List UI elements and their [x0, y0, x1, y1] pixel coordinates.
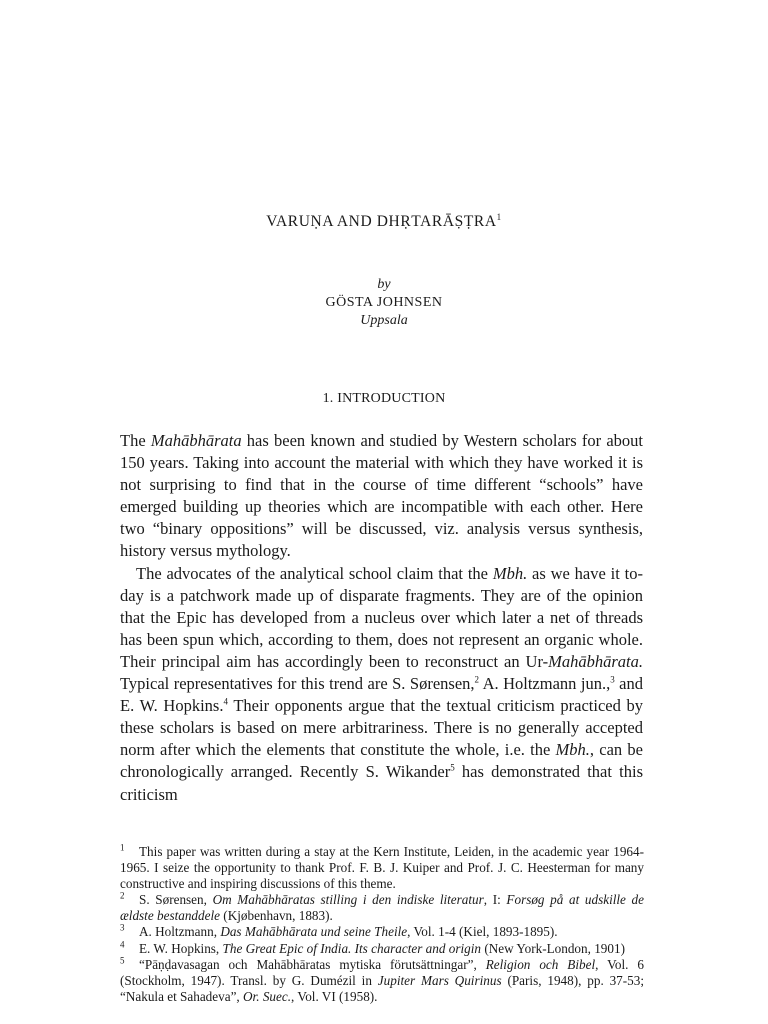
- footnote-italic: Om Mahābhāratas stilling i den indiske literatur: [212, 892, 484, 908]
- text-run: The advocates of the analytical school claim that the: [136, 563, 493, 583]
- italic-term: Mbh.: [492, 563, 528, 583]
- footnote-1: [120, 844, 644, 892]
- footnote-italic: The Great Epic of India. Its character and origin: [222, 940, 482, 956]
- footnote-5: [120, 957, 644, 1005]
- footnote-italic: Forsøg på at udskille de ældste bestanddele: [120, 892, 644, 924]
- footnote-number: 1: [120, 842, 125, 853]
- text-run: The: [120, 431, 151, 450]
- text-run: Typical representatives for this trend are S. Sørensen,: [120, 674, 475, 694]
- paragraph-2: [120, 563, 643, 806]
- text-run: A. Holtzmann jun.,: [479, 674, 611, 694]
- footnotes: [120, 844, 644, 1005]
- footnote-text: (New York-London, 1901): [481, 940, 625, 956]
- italic-term: Mbh.: [555, 740, 590, 760]
- footnote-text: This paper was written during a stay at the Kern Institute, Leiden, in the academic year 1964-1965. I seize the opportunity to thank Prof. F. B. J. Kuiper and Prof. J. C. Heesterman for many constructive and inspiring discussions of this theme.: [120, 844, 644, 892]
- text-run: and E. W. Hopkins.: [120, 674, 643, 716]
- footnote-number: 2: [120, 890, 125, 901]
- footnote-text: S. Sørensen,: [139, 892, 213, 908]
- text-run: Their opponents argue that the textual criticism practiced by these scholars is based on mere arbitrariness. There is no generally accepted norm after which the elements that constitute the whole, i.e. the: [120, 696, 643, 760]
- footnote-4: [120, 941, 644, 957]
- text-run: as we have it to-day is a patchwork made up of disparate fragments. They are of the opinion that the Epic has developed from a nucleus over which later a net of threads has been spun which, according to them, does not represent an organic whole. Their principal aim has accordingly been to reconstruct an Ur-: [120, 563, 643, 671]
- footnote-italic: Or. Suec.: [243, 988, 292, 1004]
- footnote-marker-2[interactable]: 2: [474, 674, 480, 685]
- footnote-italic: Religion och Bibel: [485, 956, 596, 972]
- footnote-text: , Vol. 1-4 (Kiel, 1893-1895).: [407, 924, 558, 940]
- byline-label: by: [377, 277, 391, 292]
- footnote-marker-5[interactable]: 5: [450, 762, 455, 773]
- body-text: [120, 430, 643, 806]
- paragraph-1: [120, 430, 643, 563]
- text-run: , can be chronologically arranged. Recently S. Wikander: [120, 740, 643, 782]
- italic-term: Mahābhārata: [150, 431, 242, 450]
- section-heading: 1. INTRODUCTION: [322, 391, 446, 406]
- footnote-number: 3: [120, 923, 125, 934]
- footnote-marker-4[interactable]: 4: [223, 696, 228, 707]
- footnote-text: , Vol. 6 (Stockholm, 1947). Transl. by G. Dumézil in: [120, 956, 644, 988]
- footnote-text: (Paris, 1948), pp. 37-53; “Nakula et Sahadeva”,: [120, 972, 645, 1004]
- text-run: has been known and studied by Western scholars for about 150 years. Taking into account the material with which they have worked it is not surprising to find that in the course of time different “schools” have emerged building up theories which are incompatible with each other. Here two “binary oppositions” will be discussed, viz. analysis versus synthesis, history versus mythology.: [120, 431, 643, 561]
- footnote-text: (Kjøbenhavn, 1883).: [220, 908, 333, 924]
- footnote-italic: Das Mahābhārata und seine Theile: [220, 924, 408, 940]
- footnote-number: 5: [120, 955, 125, 966]
- footnote-text: E. W. Hopkins,: [139, 940, 223, 956]
- article-title: [0, 213, 768, 231]
- text-run: has demonstrated that this criticism: [120, 762, 643, 804]
- author-name: GÖSTA JOHNSEN: [325, 295, 443, 310]
- italic-term: Mahābhārata.: [548, 651, 643, 671]
- title-footnote-marker[interactable]: 1: [496, 211, 502, 222]
- article-title-text: VARUṆA AND DHṚTARĀṢṬRA: [266, 213, 497, 230]
- author-affiliation: Uppsala: [360, 313, 408, 328]
- footnote-text: , I:: [483, 892, 507, 908]
- footnote-text: , Vol. VI (1958).: [291, 988, 378, 1004]
- footnote-marker-3[interactable]: 3: [610, 674, 615, 685]
- footnote-text: A. Holtzmann,: [139, 924, 221, 940]
- footnote-3: [120, 924, 644, 940]
- author-block: [0, 276, 768, 330]
- footnote-number: 4: [120, 939, 125, 950]
- footnote-italic: Jupiter Mars Quirinus: [377, 972, 502, 988]
- footnote-text: “Pāṇḍavasagan och Mahābhāratas mytiska förutsättningar”,: [139, 956, 486, 972]
- footnote-2: [120, 892, 644, 924]
